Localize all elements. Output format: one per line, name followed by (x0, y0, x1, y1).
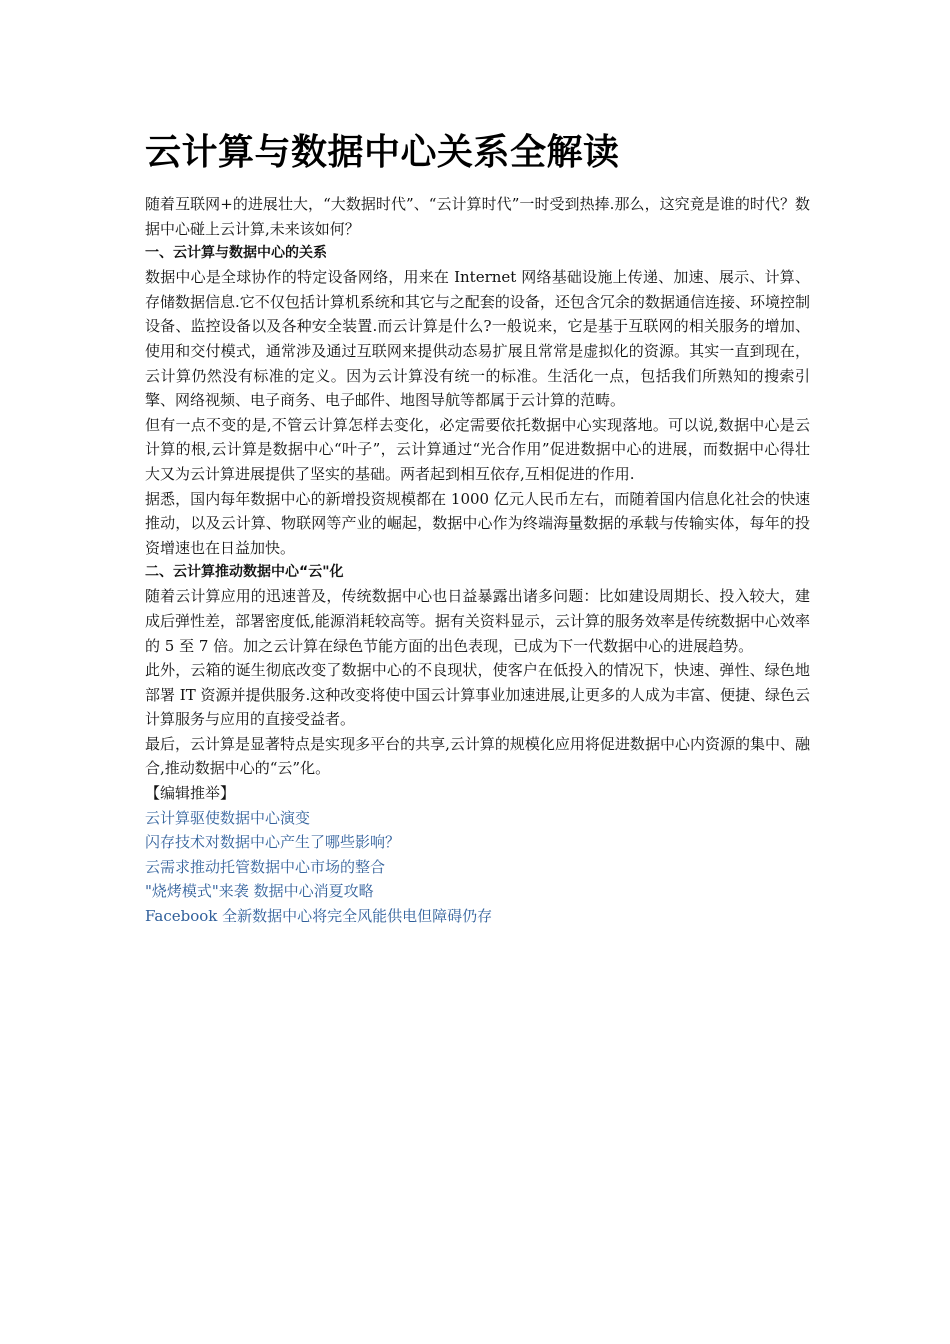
document-page (145, 128, 810, 929)
section-heading-relationship: 一、云计算与数据中心的关系 (145, 245, 327, 262)
document-title: 云计算与数据中心关系全解读 (145, 132, 620, 173)
recommended-link[interactable]: 云需求推动托管数据中心市场的整合 (145, 857, 386, 876)
list-item (145, 855, 810, 880)
paragraph: 最后，云计算是显著特点是实现多平台的共享,云计算的规模化应用将促进数据中心内资源的集中、融合,推动数据中心的“云”化。 (145, 734, 810, 778)
section-heading-cloudification: 二、云计算推动数据中心“云"化 (145, 564, 344, 581)
recommended-link[interactable]: Facebook 全新数据中心将完全风能供电但障碍仍存 (145, 907, 493, 926)
recommended-link[interactable]: 云计算驱使数据中心演变 (145, 808, 311, 827)
recommended-links-list (145, 806, 810, 929)
recommend-label: 【编辑推举】 (145, 784, 236, 803)
paragraph: 但有一点不变的是,不管云计算怎样去变化，必定需要依托数据中心实现落地。可以说,数据中心是云计算的根,云计算是数据中心“叶子”，云计算通过“光合作用”促进数据中心的进展，而数据中心得壮大又为云计算进展提供了坚实的基础。两者起到相互依存,互相促进的作用. (145, 415, 810, 483)
list-item (145, 879, 810, 904)
list-item (145, 904, 810, 929)
list-item (145, 806, 810, 831)
paragraph: 随着云计算应用的迅速普及，传统数据中心也日益暴露出诸多问题：比如建设周期长、投入较大，建成后弹性差，部署密度低,能源消耗较高等。据有关资料显示，云计算的服务效率是传统数据中心效率的 5 至 7 倍。加之云计算在绿色节能方面的出色表现，已成为下一代数据中心的进展趋势。 (145, 587, 810, 655)
paragraph: 此外，云箱的诞生彻底改变了数据中心的不良现状，使客户在低投入的情况下，快速、弹性、绿色地部署 IT 资源并提供服务.这种改变将使中国云计算事业加速进展,让更多的人成为丰富、便捷、绿色云计算服务与应用的直接受益者。 (145, 661, 811, 729)
list-item (145, 830, 810, 855)
recommended-link[interactable]: 闪存技术对数据中心产生了哪些影响？ (145, 833, 401, 852)
recommended-link[interactable]: "烧烤模式"来袭 数据中心消夏攻略 (145, 882, 374, 901)
intro-paragraph: 随着互联网+的进展壮大，“大数据时代”、“云计算时代”一时受到热捧.那么，这究竟是谁的时代？数据中心碰上云计算,未来该如何？ (145, 195, 810, 238)
paragraph: 数据中心是全球协作的特定设备网络，用来在 Internet 网络基础设施上传递、加速、展示、计算、存储数据信息.它不仅包括计算机系统和其它与之配套的设备，还包含冗余的数据通信连接、环境控制设备、监控设备以及各种安全装置.而云计算是什么?一般说来，它是基于互联网的相关服务的增加、使用和交付模式，通常涉及通过互联网来提供动态易扩展且常常是虚拟化的资源。其实一直到现在，云计算仍然没有标准的定义。因为云计算没有统一的标准。生活化一点，包括我们所熟知的搜索引擎、网络视频、电子商务、电子邮件、地图导航等都属于云计算的范畴。 (145, 268, 810, 410)
paragraph: 据悉，国内每年数据中心的新增投资规模都在 1000 亿元人民币左右，而随着国内信息化社会的快速推动，以及云计算、物联网等产业的崛起，数据中心作为终端海量数据的承载与传输实体，每年的投资增速也在日益加快。 (145, 489, 810, 557)
